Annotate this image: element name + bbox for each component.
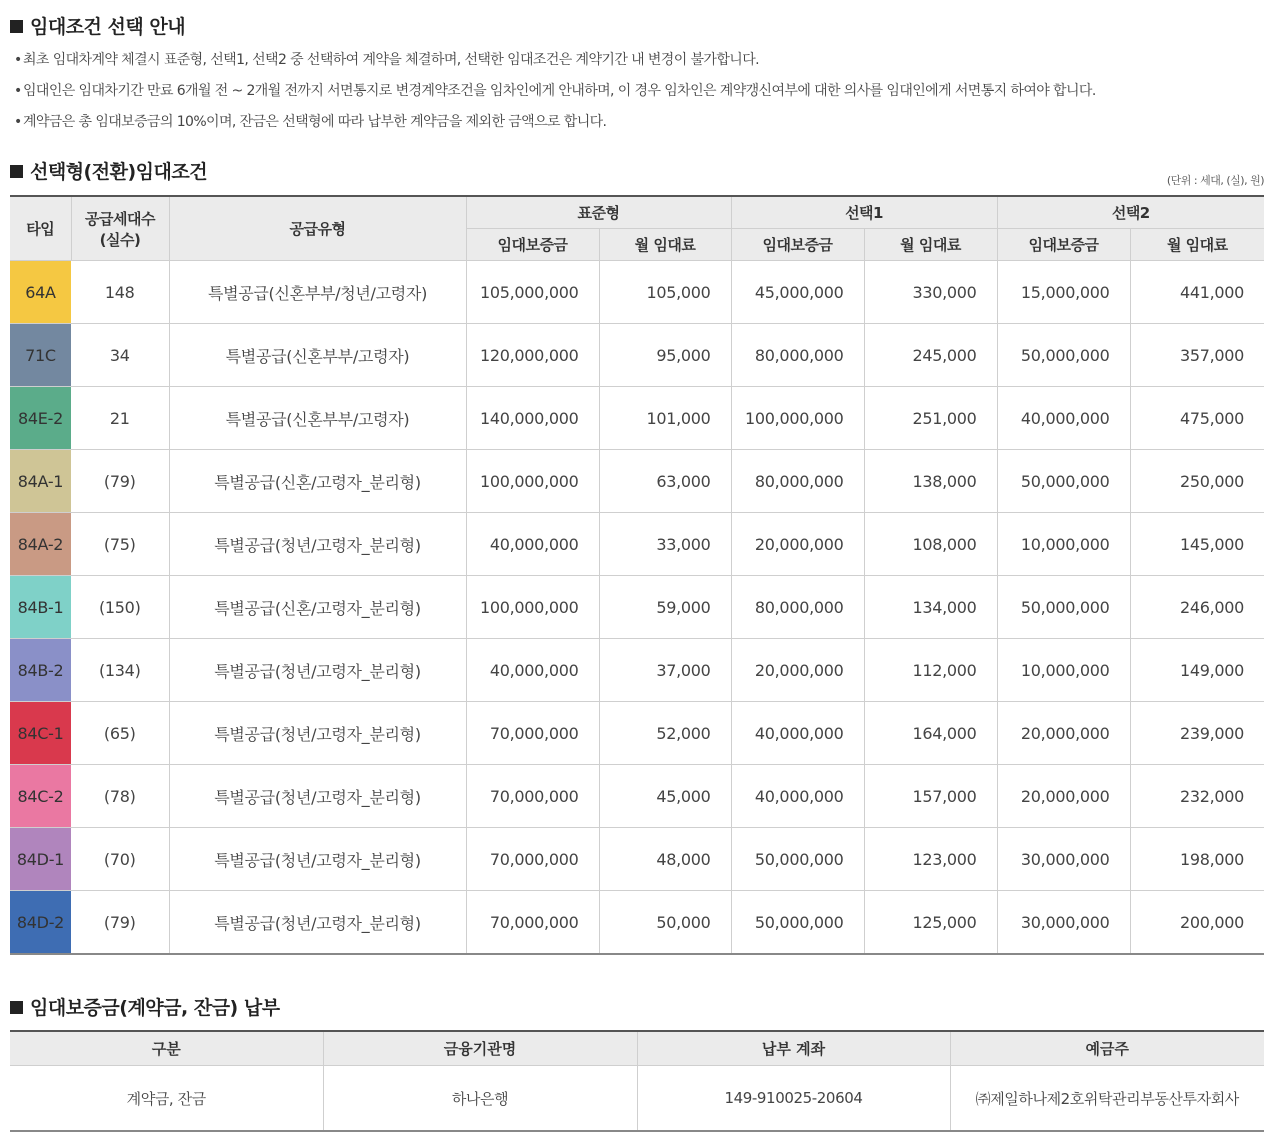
header-account-holder: 예금주 bbox=[950, 1031, 1264, 1066]
header-deposit: 임대보증금 bbox=[997, 229, 1130, 261]
units-cell: (134) bbox=[71, 639, 169, 702]
units-cell: (79) bbox=[71, 891, 169, 955]
option2-monthly-cell: 198,000 bbox=[1130, 828, 1264, 891]
standard-monthly-cell: 59,000 bbox=[599, 576, 731, 639]
option2-deposit-cell: 15,000,000 bbox=[997, 261, 1130, 324]
type-cell: 84B-1 bbox=[10, 576, 71, 639]
supply-type-cell: 특별공급(신혼부부/고령자) bbox=[169, 324, 466, 387]
standard-deposit-cell: 100,000,000 bbox=[466, 576, 599, 639]
option2-deposit-cell: 10,000,000 bbox=[997, 639, 1130, 702]
header-monthly: 월 임대료 bbox=[599, 229, 731, 261]
type-cell: 84E-2 bbox=[10, 387, 71, 450]
header-bank-name: 금융기관명 bbox=[323, 1031, 637, 1066]
standard-deposit-cell: 100,000,000 bbox=[466, 450, 599, 513]
type-cell: 84C-2 bbox=[10, 765, 71, 828]
supply-type-cell: 특별공급(신혼부부/고령자) bbox=[169, 387, 466, 450]
option1-monthly-cell: 125,000 bbox=[864, 891, 997, 955]
option2-monthly-cell: 200,000 bbox=[1130, 891, 1264, 955]
standard-deposit-cell: 70,000,000 bbox=[466, 828, 599, 891]
standard-deposit-cell: 105,000,000 bbox=[466, 261, 599, 324]
header-units: 공급세대수 (실수) bbox=[71, 196, 169, 261]
guide-section-title: 임대조건 선택 안내 bbox=[10, 12, 185, 39]
header-category: 구분 bbox=[10, 1031, 323, 1066]
option2-deposit-cell: 50,000,000 bbox=[997, 450, 1130, 513]
option1-monthly-cell: 112,000 bbox=[864, 639, 997, 702]
type-cell: 84D-2 bbox=[10, 891, 71, 955]
option2-deposit-cell: 50,000,000 bbox=[997, 324, 1130, 387]
standard-monthly-cell: 37,000 bbox=[599, 639, 731, 702]
option1-monthly-cell: 123,000 bbox=[864, 828, 997, 891]
standard-monthly-cell: 33,000 bbox=[599, 513, 731, 576]
option1-monthly-cell: 157,000 bbox=[864, 765, 997, 828]
option2-monthly-cell: 149,000 bbox=[1130, 639, 1264, 702]
units-cell: (75) bbox=[71, 513, 169, 576]
option2-monthly-cell: 475,000 bbox=[1130, 387, 1264, 450]
type-cell: 84C-1 bbox=[10, 702, 71, 765]
standard-monthly-cell: 45,000 bbox=[599, 765, 731, 828]
header-monthly: 월 임대료 bbox=[1130, 229, 1264, 261]
option2-monthly-cell: 246,000 bbox=[1130, 576, 1264, 639]
table-row bbox=[10, 513, 1264, 576]
table-row bbox=[10, 576, 1264, 639]
option1-monthly-cell: 330,000 bbox=[864, 261, 997, 324]
option2-deposit-cell: 40,000,000 bbox=[997, 387, 1130, 450]
standard-deposit-cell: 70,000,000 bbox=[466, 702, 599, 765]
table-row bbox=[10, 324, 1264, 387]
type-cell: 84A-1 bbox=[10, 450, 71, 513]
option2-monthly-cell: 250,000 bbox=[1130, 450, 1264, 513]
standard-deposit-cell: 40,000,000 bbox=[466, 513, 599, 576]
option1-monthly-cell: 164,000 bbox=[864, 702, 997, 765]
type-cell: 84D-1 bbox=[10, 828, 71, 891]
option1-deposit-cell: 50,000,000 bbox=[731, 891, 864, 955]
table-row bbox=[10, 702, 1264, 765]
units-cell: (65) bbox=[71, 702, 169, 765]
supply-type-cell: 특별공급(청년/고령자_분리형) bbox=[169, 513, 466, 576]
option2-deposit-cell: 50,000,000 bbox=[997, 576, 1130, 639]
units-cell: 21 bbox=[71, 387, 169, 450]
header-type: 타입 bbox=[10, 196, 71, 261]
standard-monthly-cell: 101,000 bbox=[599, 387, 731, 450]
standard-deposit-cell: 40,000,000 bbox=[466, 639, 599, 702]
guide-bullet: •최초 임대차계약 체결시 표준형, 선택1, 선택2 중 선택하여 계약을 체결하며, 선택한 임대조건은 계약기간 내 변경이 불가합니다. bbox=[14, 52, 759, 68]
deposit-payment-table bbox=[10, 1030, 1264, 1132]
header-deposit: 임대보증금 bbox=[731, 229, 864, 261]
option2-deposit-cell: 20,000,000 bbox=[997, 702, 1130, 765]
deposit-section-title: 임대보증금(계약금, 잔금) 납부 bbox=[10, 993, 280, 1020]
option2-monthly-cell: 239,000 bbox=[1130, 702, 1264, 765]
units-cell: (70) bbox=[71, 828, 169, 891]
table-row bbox=[10, 450, 1264, 513]
standard-monthly-cell: 50,000 bbox=[599, 891, 731, 955]
option1-monthly-cell: 108,000 bbox=[864, 513, 997, 576]
table-row bbox=[10, 891, 1264, 955]
supply-type-cell: 특별공급(신혼부부/청년/고령자) bbox=[169, 261, 466, 324]
option2-deposit-cell: 20,000,000 bbox=[997, 765, 1130, 828]
option2-deposit-cell: 10,000,000 bbox=[997, 513, 1130, 576]
unit-note: (단위 : 세대, (실), 원) bbox=[1166, 174, 1264, 187]
table-row bbox=[10, 261, 1264, 324]
guide-bullet: •임대인은 임대차기간 만료 6개월 전 ~ 2개월 전까지 서면통지로 변경계약조건을 임차인에게 안내하며, 이 경우 임차인은 계약갱신여부에 대한 의사를 임대인에게 서면통지 하여야 합니다. bbox=[14, 83, 1096, 99]
option1-deposit-cell: 80,000,000 bbox=[731, 324, 864, 387]
supply-type-cell: 특별공급(청년/고령자_분리형) bbox=[169, 702, 466, 765]
option2-monthly-cell: 357,000 bbox=[1130, 324, 1264, 387]
header-standard: 표준형 bbox=[466, 196, 731, 229]
table-row bbox=[10, 828, 1264, 891]
option1-deposit-cell: 80,000,000 bbox=[731, 576, 864, 639]
square-bullet-icon bbox=[10, 165, 23, 178]
supply-type-cell: 특별공급(신혼/고령자_분리형) bbox=[169, 450, 466, 513]
option1-deposit-cell: 40,000,000 bbox=[731, 765, 864, 828]
standard-monthly-cell: 63,000 bbox=[599, 450, 731, 513]
option1-deposit-cell: 100,000,000 bbox=[731, 387, 864, 450]
table-row bbox=[10, 387, 1264, 450]
option1-deposit-cell: 40,000,000 bbox=[731, 702, 864, 765]
units-cell: (150) bbox=[71, 576, 169, 639]
guide-bullet: •계약금은 총 임대보증금의 10%이며, 잔금은 선택형에 따라 납부한 계약금을 제외한 금액으로 합니다. bbox=[14, 114, 607, 130]
option1-deposit-cell: 80,000,000 bbox=[731, 450, 864, 513]
type-cell: 64A bbox=[10, 261, 71, 324]
standard-deposit-cell: 70,000,000 bbox=[466, 765, 599, 828]
supply-type-cell: 특별공급(청년/고령자_분리형) bbox=[169, 639, 466, 702]
account-holder-cell: ㈜제일하나제2호위탁관리부동산투자회사 bbox=[975, 1089, 1239, 1108]
option1-monthly-cell: 134,000 bbox=[864, 576, 997, 639]
header-deposit: 임대보증금 bbox=[466, 229, 599, 261]
rent-conditions-table bbox=[10, 195, 1264, 955]
square-bullet-icon bbox=[10, 20, 23, 33]
table-row bbox=[10, 1066, 1264, 1132]
option2-monthly-cell: 145,000 bbox=[1130, 513, 1264, 576]
square-bullet-icon bbox=[10, 1001, 23, 1014]
header-monthly: 월 임대료 bbox=[864, 229, 997, 261]
option2-deposit-cell: 30,000,000 bbox=[997, 891, 1130, 955]
account-number-cell: 149-910025-20604 bbox=[637, 1066, 950, 1132]
option1-deposit-cell: 45,000,000 bbox=[731, 261, 864, 324]
table-row bbox=[10, 639, 1264, 702]
header-option2: 선택2 bbox=[997, 196, 1264, 229]
units-cell: 148 bbox=[71, 261, 169, 324]
standard-monthly-cell: 95,000 bbox=[599, 324, 731, 387]
header-option1: 선택1 bbox=[731, 196, 997, 229]
type-cell: 71C bbox=[10, 324, 71, 387]
type-cell: 84B-2 bbox=[10, 639, 71, 702]
supply-type-cell: 특별공급(청년/고령자_분리형) bbox=[169, 891, 466, 955]
supply-type-cell: 특별공급(신혼/고령자_분리형) bbox=[169, 576, 466, 639]
category-cell: 계약금, 잔금 bbox=[10, 1066, 323, 1132]
units-cell: 34 bbox=[71, 324, 169, 387]
rent-section-title: 선택형(전환)임대조건 bbox=[10, 157, 207, 184]
guide-bullet-list bbox=[14, 45, 1274, 138]
type-cell: 84A-2 bbox=[10, 513, 71, 576]
supply-type-cell: 특별공급(청년/고령자_분리형) bbox=[169, 828, 466, 891]
option1-monthly-cell: 251,000 bbox=[864, 387, 997, 450]
units-cell: (79) bbox=[71, 450, 169, 513]
bank-name-cell: 하나은행 bbox=[323, 1066, 637, 1132]
option1-deposit-cell: 20,000,000 bbox=[731, 639, 864, 702]
standard-deposit-cell: 120,000,000 bbox=[466, 324, 599, 387]
option2-monthly-cell: 232,000 bbox=[1130, 765, 1264, 828]
standard-deposit-cell: 140,000,000 bbox=[466, 387, 599, 450]
option2-deposit-cell: 30,000,000 bbox=[997, 828, 1130, 891]
units-cell: (78) bbox=[71, 765, 169, 828]
option1-deposit-cell: 20,000,000 bbox=[731, 513, 864, 576]
header-account: 납부 계좌 bbox=[637, 1031, 950, 1066]
rent-table-body bbox=[10, 261, 1264, 955]
option1-monthly-cell: 245,000 bbox=[864, 324, 997, 387]
table-row bbox=[10, 765, 1264, 828]
standard-monthly-cell: 105,000 bbox=[599, 261, 731, 324]
standard-monthly-cell: 48,000 bbox=[599, 828, 731, 891]
option1-deposit-cell: 50,000,000 bbox=[731, 828, 864, 891]
option2-monthly-cell: 441,000 bbox=[1130, 261, 1264, 324]
standard-monthly-cell: 52,000 bbox=[599, 702, 731, 765]
supply-type-cell: 특별공급(청년/고령자_분리형) bbox=[169, 765, 466, 828]
option1-monthly-cell: 138,000 bbox=[864, 450, 997, 513]
standard-deposit-cell: 70,000,000 bbox=[466, 891, 599, 955]
header-supply-type: 공급유형 bbox=[169, 196, 466, 261]
